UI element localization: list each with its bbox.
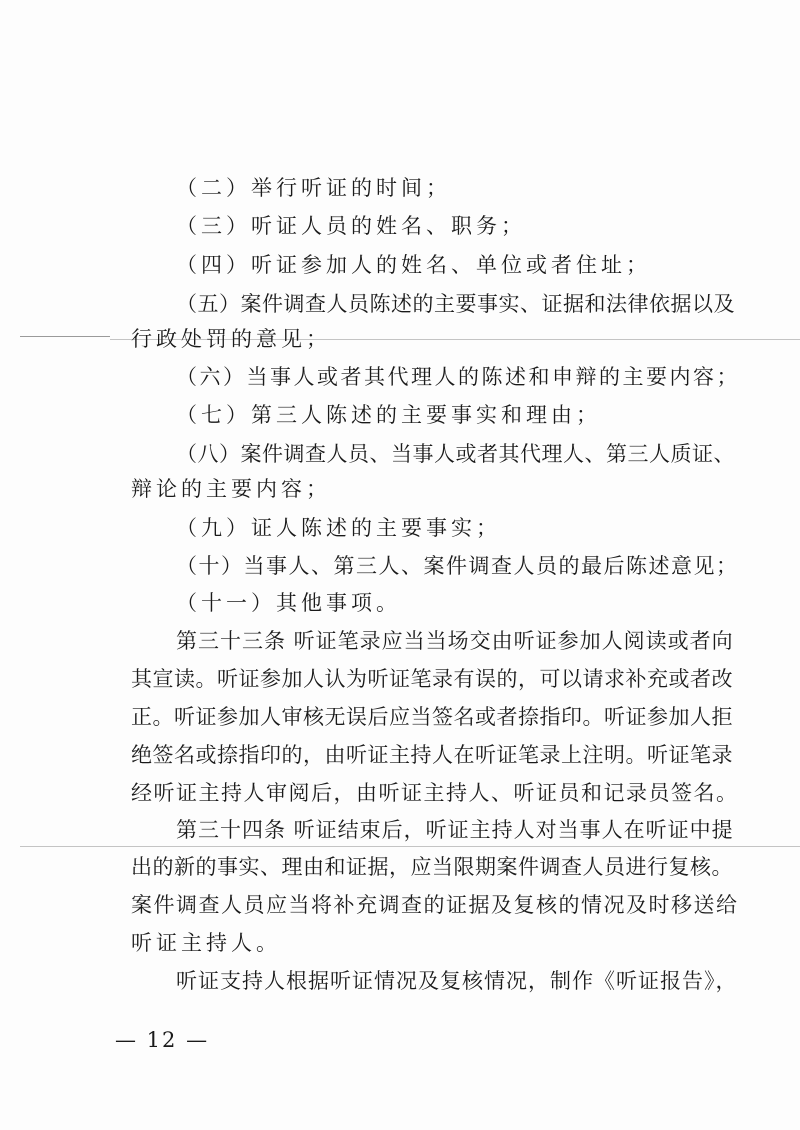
article-33-heading-line: 第三十三条 听证笔录应当当场交由听证参加人阅读或者向	[176, 629, 734, 653]
text-line: （二）举行听证的时间；	[176, 176, 451, 200]
text-line: 绝签名或捺指印的，由听证主持人在听证笔录上注明。听证笔录	[131, 743, 733, 767]
scan-artifact-line	[20, 846, 800, 847]
text-line: 听证主持人。	[131, 931, 281, 955]
text-line: （十一）其他事项。	[176, 591, 401, 615]
text-line: （三）听证人员的姓名、职务；	[176, 214, 526, 238]
text-line: （七）第三人陈述的主要事实和理由；	[176, 403, 601, 427]
text-line: 案件调查人员应当将补充调查的证据及复核的情况及时移送给	[131, 893, 739, 917]
text-line: 正。听证参加人审核无误后应当签名或者捺指印。听证参加人拒	[131, 705, 733, 729]
text-line: （六）当事人或者其代理人的陈述和申辩的主要内容；	[176, 365, 740, 389]
text-line: （九）证人陈述的主要事实；	[176, 516, 501, 540]
text-line: 行政处罚的意见；	[131, 327, 331, 351]
text-line: 经听证主持人审阅后，由听证主持人、听证员和记录员签名。	[131, 781, 739, 805]
article-34-heading-line: 第三十四条 听证结束后，听证主持人对当事人在听证中提	[176, 818, 734, 842]
text-line: 辩论的主要内容；	[131, 477, 331, 501]
text-line: （十）当事人、第三人、案件调查人员的最后陈述意见；	[176, 554, 739, 578]
text-line: 听证支持人根据听证情况及复核情况，制作《听证报告》，	[176, 969, 738, 993]
text-line: （八）案件调查人员、当事人或者其代理人、第三人质证、	[176, 442, 735, 466]
text-line: （四）听证参加人的姓名、单位或者住址；	[176, 253, 651, 277]
scan-artifact-line	[20, 336, 110, 337]
page-number: — 12 —	[115, 1028, 210, 1052]
text-line: 出的新的事实、理由和证据，应当限期案件调查人员进行复核。	[131, 855, 733, 879]
text-line: （五）案件调查人员陈述的主要事实、证据和法律依据以及	[176, 292, 735, 316]
text-line: 其宣读。听证参加人认为听证笔录有误的，可以请求补充或者改	[131, 667, 733, 691]
